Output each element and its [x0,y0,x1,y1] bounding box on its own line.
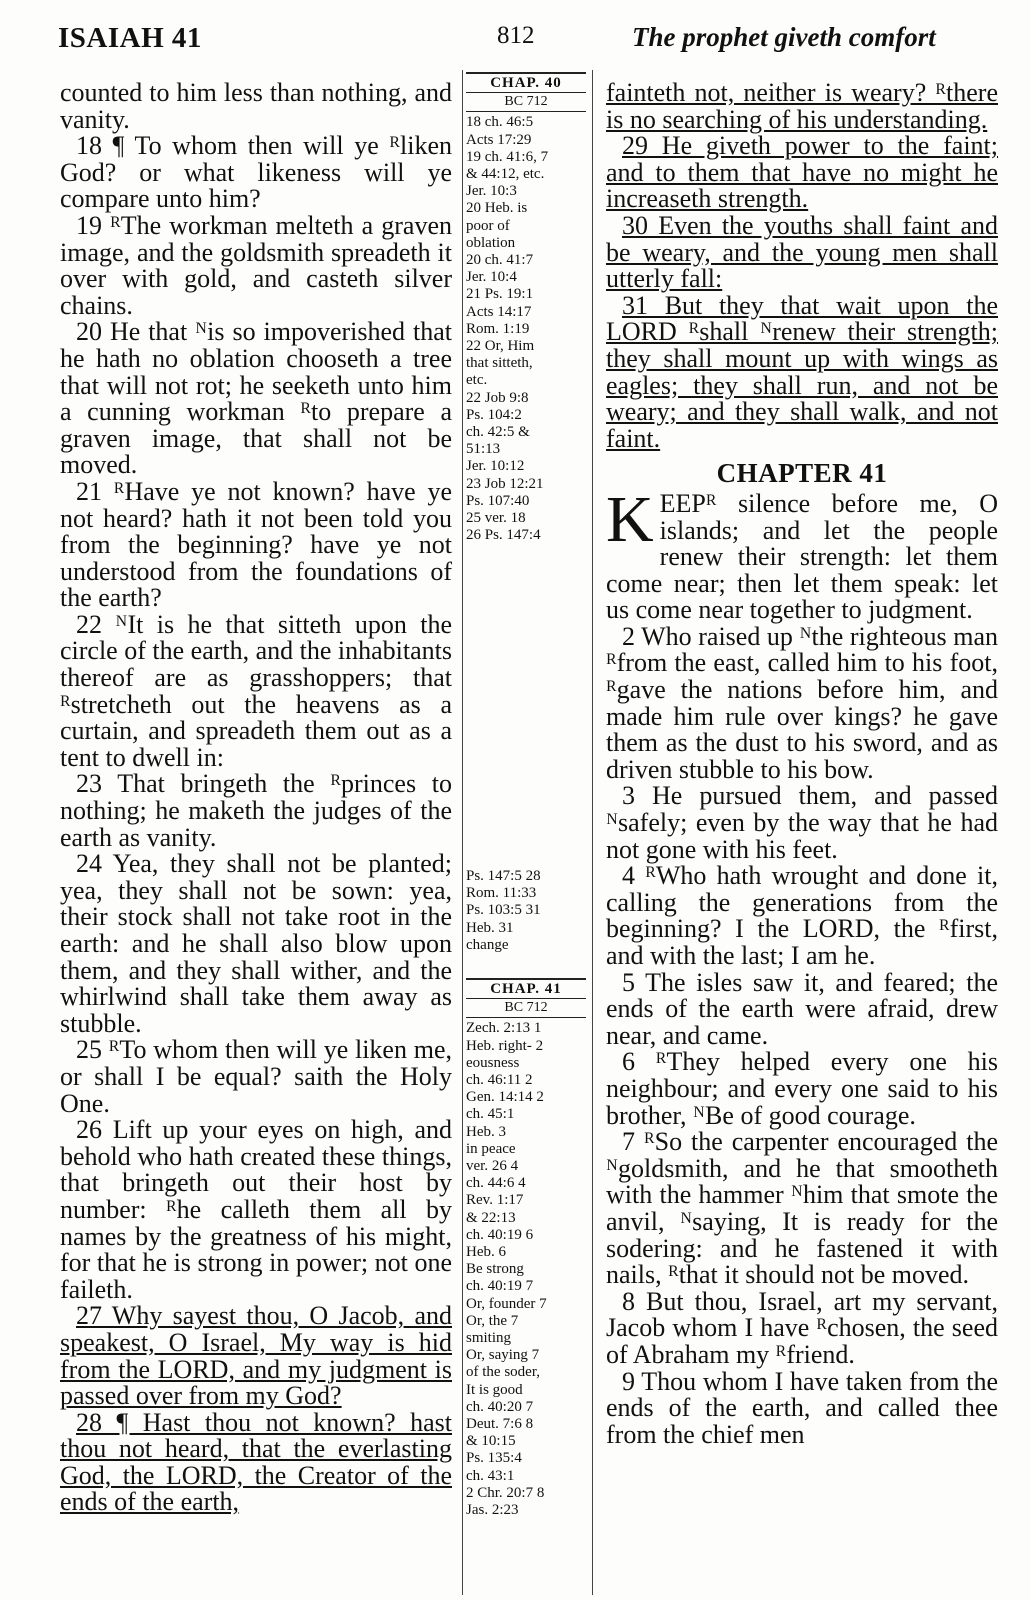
book-chapter-heading: ISAIAH 41 [58,22,202,54]
verse-paragraph-underlined: 27 Why sayest thou, O Jacob, and speakest, O Israel, My way is hid from the LORD, and my judgment is passed over from my God? [60,1301,452,1411]
margin-ref: Or, the 7 [466,1312,519,1329]
chapter-label-box [466,978,586,1018]
margin-ref: Heb. 31 [466,919,514,936]
chapter-heading: CHAPTER 41 [716,458,888,489]
margin-ref: eousness [466,1054,520,1071]
margin-ref: ch. 40:19 6 [466,1226,534,1243]
margin-ref: 2 Chr. 20:7 8 [466,1484,545,1501]
margin-ref: Gen. 14:14 2 [466,1089,544,1106]
margin-ref: ver. 26 4 [466,1158,519,1175]
verse-paragraph: 26 Lift up your eyes on high, and behold who hath created these things, that bringeth out their host by number: ᴿhe calleth them all by names by the greatness of his might, for that he is strong in power; not one faileth. [60,1115,452,1304]
margin-ref: Ps. 104:2 [466,406,522,423]
chapter-opening-paragraph [606,482,998,625]
margin-ref: Rev. 1:17 [466,1192,524,1209]
column-divider-left [462,70,463,1595]
margin-ref: Ps. 135:4 [466,1450,522,1467]
verse-paragraph-underlined: fainteth not, neither is weary? ᴿthere is no searching of his understanding. [606,78,998,134]
left-text-column [60,80,452,1516]
margin-ref: ch. 46:11 2 [466,1072,533,1089]
margin-ref: ch. 45:1 [466,1106,515,1123]
margin-ref: ch. 40:19 7 [466,1278,534,1295]
margin-ref: ch. 40:20 7 [466,1398,534,1415]
margin-ref: It is good [466,1381,523,1398]
verse-paragraph: 22 ᴺIt is he that sitteth upon the circle of the earth, and the inhabitants thereof are as grasshoppers; that ᴿstretcheth out the heavens as a curtain, and spreadeth them out as a tent to dwell in: [60,609,453,772]
margin-ref: Acts 14:17 [466,303,532,320]
margin-ref: Jer. 10:4 [466,269,517,286]
margin-ref: poor of [466,217,510,234]
margin-ref: 19 ch. 41:6, 7 [466,148,549,165]
margin-ref: 22 Job 9:8 [466,389,529,406]
verse-paragraph: 8 But thou, Israel, art my servant, Jacob whom I have ᴿchosen, the seed of Abraham my ᴿfriend. [606,1286,998,1369]
chapter-label-box [466,72,586,112]
margin-ref: Be strong [466,1261,524,1278]
opening-text: EEPᴿ silence before me, O islands; and let the people renew their strength: let them come near; then let them speak: let us come near together to judgment. [606,488,998,625]
drop-cap-letter: K [606,482,654,556]
verse-paragraph: 6 ᴿThey helped every one his neighbour; and every one said to his brother, ᴺBe of good courage. [606,1047,998,1130]
margin-ref: 26 Ps. 147:4 [466,527,541,544]
verse-paragraph-underlined: 29 He giveth power to the faint; and to them that have no might he increaseth strength. [606,131,998,214]
margin-ref: & 44:12, etc. [466,166,545,183]
verse-paragraph: 3 He pursued them, and passed ᴺsafely; even by the way that he had not gone with his feet. [606,781,998,864]
margin-ref: Jer. 10:12 [466,458,525,475]
margin-references-verses-28-31 [466,868,586,954]
verse-paragraph: counted to him less than nothing, and vanity. [60,78,452,134]
verse-paragraph: 19 ᴿThe workman melteth a graven image, and the goldsmith spreadeth it over with gold, and casteth silver chains. [60,210,452,320]
verse-paragraph: 5 The isles saw it, and feared; the ends of the earth were afraid, drew near, and came. [606,967,998,1050]
verse-paragraph-underlined: 31 But they that wait upon the LORD ᴿshall ᴺrenew their strength; they shall mount up with wings as eagles; they shall run, and not be weary; and they shall walk, and not faint. [606,290,998,453]
margin-ref: Ps. 107:40 [466,492,530,509]
verse-paragraph: 9 Thou whom I have taken from the ends of the earth, and called thee from the chief men [606,1366,998,1449]
column-divider-right [592,70,593,1595]
margin-ref: smiting [466,1330,512,1347]
margin-ref: Rom. 11:33 [466,885,537,902]
verse-paragraph: 21 ᴿHave ye not known? have ye not heard? hath it not been told you from the beginning? have ye not understood from the foundations of the earth? [60,476,452,613]
verse-paragraph-underlined: 30 Even the youths shall faint and be weary, and the young men shall utterly fall: [606,210,998,294]
margin-ref: Rom. 1:19 [466,320,530,337]
margin-ref: 21 Ps. 19:1 [466,286,534,303]
date-label: BC 712 [466,998,586,1016]
margin-ref: that sitteth, [466,355,533,372]
verse-paragraph: 25 ᴿTo whom then will ye liken me, or shall I be equal? saith the Holy One. [60,1035,452,1118]
margin-ref: Or, saying 7 [466,1347,540,1364]
margin-references-chap-40 [466,72,586,544]
margin-ref: in peace [466,1140,516,1157]
right-text-column [606,80,998,1448]
margin-ref: ch. 44:6 4 [466,1175,526,1192]
margin-ref: ch. 43:1 [466,1467,515,1484]
margin-ref: 20 ch. 41:7 [466,252,534,269]
margin-ref: ch. 42:5 & [466,424,530,441]
margin-ref: Zech. 2:13 1 [466,1020,542,1037]
margin-ref: Jer. 10:3 [466,183,517,200]
margin-references-chap-41 [466,978,586,1519]
margin-ref: Heb. 3 [466,1123,506,1140]
margin-ref: oblation [466,234,516,251]
date-label: BC 712 [466,92,586,110]
verse-paragraph: 2 Who raised up ᴺthe righteous man ᴿfrom the east, called him to his foot, ᴿgave the nations before him, and made him rule over kings? he gave them as the dust to his sword, and as driven stubble to his bow. [606,621,998,784]
margin-ref: Heb. 6 [466,1244,506,1261]
margin-ref: Ps. 147:5 28 [466,868,541,884]
margin-ref: 25 ver. 18 [466,510,526,527]
margin-ref: etc. [466,372,488,389]
verse-paragraph: 7 ᴿSo the carpenter encouraged the ᴺgoldsmith, and he that smootheth with the hammer ᴺhim that smote the anvil, ᴺsaying, It is ready for the sodering: and he fastened it with nails, ᴿthat it should not be moved. [606,1127,998,1290]
page-number: 812 [497,22,535,49]
verse-paragraph: 24 Yea, they shall not be planted; yea, they shall not be sown: yea, their stock shall not take root in the earth: and he shall also blow upon them, and they shall wither, and the whirlwind shall take them away as stubble. [60,849,452,1038]
chapter-label: CHAP. 40 [490,75,562,91]
verse-paragraph-underlined: 28 ¶ Hast thou not known? hast thou not heard, that the everlasting God, the LORD, the Creator of the ends of the earth, [60,1407,452,1517]
margin-ref: Acts 17:29 [466,131,532,148]
verse-paragraph: 4 ᴿWho hath wrought and done it, calling the generations from the beginning? I the LORD, the ᴿfirst, and with the last; I am he. [606,861,998,970]
verse-paragraph: 18 ¶ To whom then will ye ᴿliken God? or what likeness will ye compare unto him? [60,131,452,214]
margin-ref: Heb. right- 2 [466,1037,544,1054]
running-title: The prophet giveth comfort [632,22,936,52]
margin-ref: 18 ch. 46:5 [466,114,534,131]
verse-paragraph: 23 That bringeth the ᴿprinces to nothing; he maketh the judges of the earth as vanity. [60,769,452,852]
margin-ref: Jas. 2:23 [466,1502,519,1519]
margin-ref: 20 Heb. is [466,200,528,217]
margin-ref: of the soder, [466,1364,540,1381]
margin-ref: & 22:13 [466,1209,516,1226]
verse-paragraph: 20 He that ᴺis so impoverished that he hath no oblation chooseth a tree that will not rot; he seeketh unto him a cunning workman ᴿto prepare a graven image, that shall not be moved. [60,317,452,480]
margin-ref: 23 Job 12:21 [466,475,544,492]
margin-ref: 22 Or, Him [466,338,535,355]
margin-ref: Deut. 7:6 8 [466,1416,534,1433]
margin-ref: change [466,936,509,953]
margin-ref: & 10:15 [466,1433,516,1450]
chapter-label: CHAP. 41 [490,981,562,997]
margin-ref: 51:13 [466,441,501,458]
margin-ref: Ps. 103:5 31 [466,902,541,919]
margin-ref: Or, founder 7 [466,1295,547,1312]
